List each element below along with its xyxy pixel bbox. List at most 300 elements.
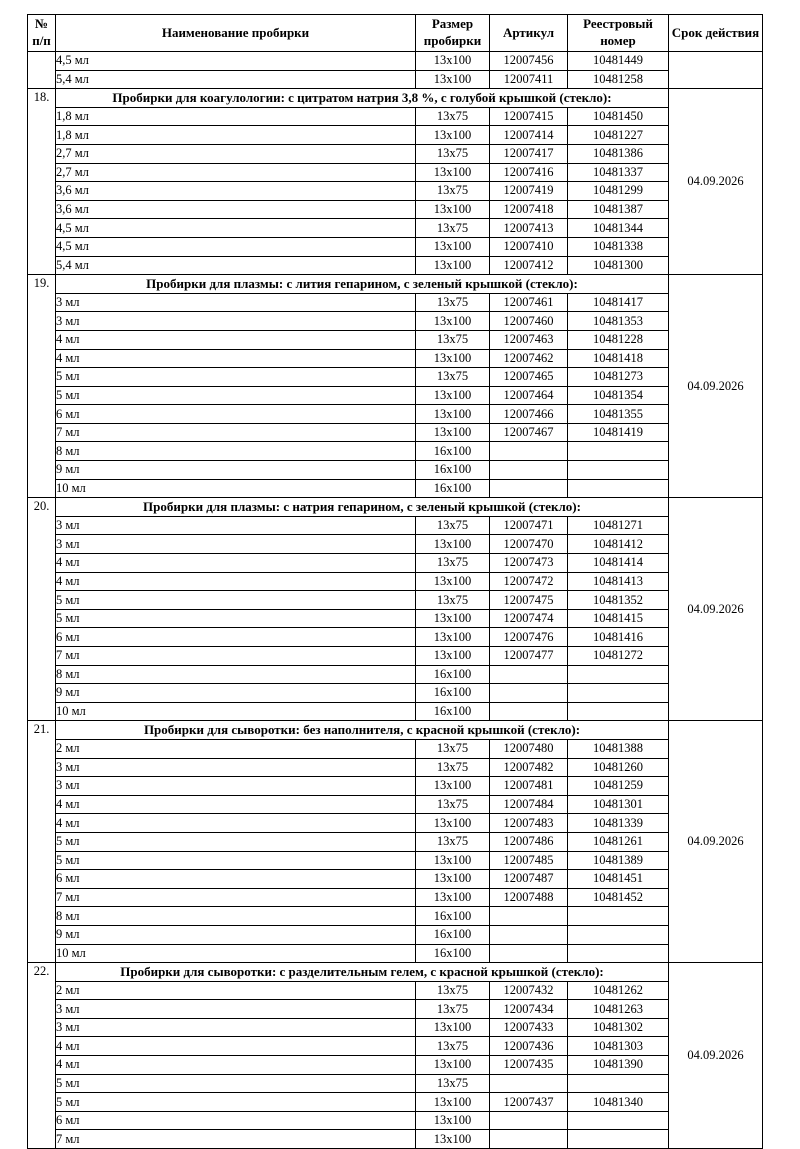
row-size-cell: 13x75 — [416, 795, 490, 814]
row-name-cell: 5 мл — [56, 832, 416, 851]
table-row — [28, 777, 763, 796]
row-registry-cell — [568, 925, 669, 944]
row-name-cell: 3 мл — [56, 293, 416, 312]
row-size-cell: 13x100 — [416, 1018, 490, 1037]
section-validity-cell: 04.09.2026 — [669, 89, 763, 275]
row-registry-cell — [568, 1111, 669, 1130]
row-size-cell: 13x100 — [416, 628, 490, 647]
row-article-cell — [490, 925, 568, 944]
row-size-cell: 13x100 — [416, 163, 490, 182]
table-row — [28, 368, 763, 387]
row-size-cell: 13x100 — [416, 1093, 490, 1112]
row-size-cell: 13x100 — [416, 572, 490, 591]
row-registry-cell: 10481271 — [568, 516, 669, 535]
row-name-cell: 2 мл — [56, 739, 416, 758]
table-row — [28, 832, 763, 851]
row-registry-cell: 10481390 — [568, 1056, 669, 1075]
table-header-row — [28, 15, 763, 52]
row-registry-cell: 10481259 — [568, 777, 669, 796]
table-row — [28, 925, 763, 944]
row-size-cell: 13x100 — [416, 70, 490, 89]
row-article-cell: 12007477 — [490, 647, 568, 666]
row-article-cell: 12007467 — [490, 423, 568, 442]
row-article-cell — [490, 944, 568, 963]
row-registry-cell: 10481353 — [568, 312, 669, 331]
table-row — [28, 554, 763, 573]
row-registry-cell: 10481354 — [568, 386, 669, 405]
row-article-cell: 12007485 — [490, 851, 568, 870]
row-size-cell: 16x100 — [416, 442, 490, 461]
row-registry-cell — [568, 684, 669, 703]
row-registry-cell: 10481355 — [568, 405, 669, 424]
row-name-cell: 6 мл — [56, 870, 416, 889]
row-size-cell: 13x100 — [416, 535, 490, 554]
row-article-cell: 12007462 — [490, 349, 568, 368]
row-article-cell: 12007470 — [490, 535, 568, 554]
row-name-cell: 5 мл — [56, 1074, 416, 1093]
section-validity-cell: 04.09.2026 — [669, 963, 763, 1149]
row-article-cell: 12007463 — [490, 330, 568, 349]
table-row — [28, 237, 763, 256]
row-registry-cell: 10481388 — [568, 739, 669, 758]
row-article-cell: 12007465 — [490, 368, 568, 387]
table-row — [28, 647, 763, 666]
row-article-cell — [490, 907, 568, 926]
row-registry-cell — [568, 461, 669, 480]
table-row — [28, 1037, 763, 1056]
row-size-cell: 13x75 — [416, 832, 490, 851]
table-row — [28, 795, 763, 814]
section-validity-cell: 04.09.2026 — [669, 721, 763, 963]
table-row — [28, 851, 763, 870]
row-registry-cell — [568, 702, 669, 721]
row-registry-cell: 10481452 — [568, 888, 669, 907]
row-name-cell: 5 мл — [56, 609, 416, 628]
col-header-article: Артикул — [490, 15, 568, 52]
row-name-cell: 8 мл — [56, 907, 416, 926]
row-article-cell — [490, 461, 568, 480]
row-size-cell: 13x100 — [416, 888, 490, 907]
section-title-row — [28, 963, 763, 982]
row-article-cell — [490, 442, 568, 461]
row-name-cell: 9 мл — [56, 461, 416, 480]
row-name-cell: 4 мл — [56, 349, 416, 368]
row-article-cell — [490, 684, 568, 703]
row-size-cell: 13x75 — [416, 554, 490, 573]
row-article-cell: 12007412 — [490, 256, 568, 275]
table-row — [28, 312, 763, 331]
table-row — [28, 423, 763, 442]
row-article-cell: 12007433 — [490, 1018, 568, 1037]
row-name-cell: 1,8 мл — [56, 126, 416, 145]
table-row — [28, 144, 763, 163]
section-title-cell: Пробирки для сыворотки: с разделительным гелем, с красной крышкой (стекло): — [56, 963, 669, 982]
row-name-cell: 5 мл — [56, 1093, 416, 1112]
row-article-cell: 12007473 — [490, 554, 568, 573]
table-row — [28, 330, 763, 349]
row-size-cell: 13x100 — [416, 1130, 490, 1149]
table-row — [28, 702, 763, 721]
row-registry-cell: 10481227 — [568, 126, 669, 145]
col-header-num: № п/п — [28, 15, 56, 52]
table-row — [28, 572, 763, 591]
row-article-cell: 12007461 — [490, 293, 568, 312]
table-row — [28, 52, 763, 71]
table-row — [28, 293, 763, 312]
row-registry-cell — [568, 665, 669, 684]
row-size-cell: 13x75 — [416, 182, 490, 201]
row-registry-cell: 10481299 — [568, 182, 669, 201]
section-number-cell: 18. — [28, 89, 56, 275]
row-article-cell: 12007484 — [490, 795, 568, 814]
row-article-cell: 12007437 — [490, 1093, 568, 1112]
row-name-cell: 7 мл — [56, 888, 416, 907]
row-registry-cell: 10481352 — [568, 591, 669, 610]
row-registry-cell: 10481263 — [568, 1000, 669, 1019]
row-size-cell: 13x100 — [416, 814, 490, 833]
row-size-cell: 13x100 — [416, 851, 490, 870]
row-registry-cell: 10481451 — [568, 870, 669, 889]
row-article-cell: 12007482 — [490, 758, 568, 777]
table-row — [28, 349, 763, 368]
table-row — [28, 386, 763, 405]
row-name-cell: 9 мл — [56, 925, 416, 944]
col-header-size: Размер пробирки — [416, 15, 490, 52]
row-article-cell — [490, 1074, 568, 1093]
row-size-cell: 16x100 — [416, 665, 490, 684]
row-size-cell: 13x100 — [416, 349, 490, 368]
row-registry-cell: 10481337 — [568, 163, 669, 182]
row-name-cell: 5,4 мл — [56, 256, 416, 275]
table-row — [28, 163, 763, 182]
table-row — [28, 535, 763, 554]
section-title-row — [28, 498, 763, 517]
row-name-cell: 2 мл — [56, 981, 416, 1000]
row-name-cell: 4 мл — [56, 795, 416, 814]
row-registry-cell: 10481412 — [568, 535, 669, 554]
row-registry-cell: 10481450 — [568, 107, 669, 126]
row-size-cell: 13x100 — [416, 52, 490, 71]
row-registry-cell: 10481258 — [568, 70, 669, 89]
row-size-cell: 13x100 — [416, 405, 490, 424]
row-name-cell: 3,6 мл — [56, 182, 416, 201]
row-article-cell: 12007418 — [490, 200, 568, 219]
row-registry-cell — [568, 907, 669, 926]
table-row — [28, 442, 763, 461]
row-name-cell: 4 мл — [56, 330, 416, 349]
row-name-cell: 4,5 мл — [56, 52, 416, 71]
row-name-cell: 4 мл — [56, 1056, 416, 1075]
row-article-cell: 12007480 — [490, 739, 568, 758]
table-row — [28, 1056, 763, 1075]
table-row — [28, 888, 763, 907]
row-registry-cell — [568, 944, 669, 963]
row-name-cell: 3 мл — [56, 1018, 416, 1037]
row-size-cell: 16x100 — [416, 461, 490, 480]
row-article-cell: 12007416 — [490, 163, 568, 182]
section-validity-cell — [669, 52, 763, 89]
row-size-cell: 13x100 — [416, 870, 490, 889]
row-name-cell: 5,4 мл — [56, 70, 416, 89]
row-name-cell: 2,7 мл — [56, 144, 416, 163]
table-row — [28, 182, 763, 201]
table-row — [28, 516, 763, 535]
row-registry-cell: 10481416 — [568, 628, 669, 647]
row-size-cell: 13x75 — [416, 1074, 490, 1093]
row-size-cell: 16x100 — [416, 907, 490, 926]
table-row — [28, 758, 763, 777]
section-title-cell: Пробирки для плазмы: с натрия гепарином, с зеленый крышкой (стекло): — [56, 498, 669, 517]
row-name-cell: 3 мл — [56, 312, 416, 331]
row-registry-cell: 10481413 — [568, 572, 669, 591]
row-size-cell: 16x100 — [416, 944, 490, 963]
section-validity-cell: 04.09.2026 — [669, 275, 763, 498]
row-article-cell: 12007435 — [490, 1056, 568, 1075]
row-article-cell: 12007417 — [490, 144, 568, 163]
row-name-cell: 7 мл — [56, 1130, 416, 1149]
row-size-cell: 16x100 — [416, 925, 490, 944]
row-registry-cell: 10481261 — [568, 832, 669, 851]
row-name-cell: 9 мл — [56, 684, 416, 703]
table-row — [28, 1074, 763, 1093]
table-row — [28, 814, 763, 833]
row-name-cell: 5 мл — [56, 386, 416, 405]
row-name-cell: 7 мл — [56, 423, 416, 442]
row-article-cell: 12007432 — [490, 981, 568, 1000]
row-name-cell: 6 мл — [56, 405, 416, 424]
table-row — [28, 200, 763, 219]
section-title-row — [28, 721, 763, 740]
row-name-cell: 8 мл — [56, 442, 416, 461]
row-article-cell: 12007436 — [490, 1037, 568, 1056]
table-row — [28, 739, 763, 758]
row-article-cell: 12007456 — [490, 52, 568, 71]
row-registry-cell: 10481419 — [568, 423, 669, 442]
row-size-cell: 16x100 — [416, 479, 490, 498]
row-article-cell: 12007471 — [490, 516, 568, 535]
table-row — [28, 981, 763, 1000]
section-number-cell: 19. — [28, 275, 56, 498]
row-name-cell: 4 мл — [56, 1037, 416, 1056]
row-size-cell: 16x100 — [416, 684, 490, 703]
table-row — [28, 219, 763, 238]
row-registry-cell: 10481301 — [568, 795, 669, 814]
row-size-cell: 13x100 — [416, 1111, 490, 1130]
row-registry-cell: 10481387 — [568, 200, 669, 219]
row-article-cell — [490, 702, 568, 721]
section-title-row — [28, 275, 763, 294]
row-size-cell: 13x75 — [416, 758, 490, 777]
row-size-cell: 16x100 — [416, 702, 490, 721]
table-row — [28, 1111, 763, 1130]
row-name-cell: 10 мл — [56, 944, 416, 963]
row-size-cell: 13x75 — [416, 368, 490, 387]
tube-registry-table — [27, 14, 763, 1149]
row-size-cell: 13x75 — [416, 981, 490, 1000]
row-article-cell: 12007483 — [490, 814, 568, 833]
row-article-cell: 12007476 — [490, 628, 568, 647]
col-header-registry: Реестровый номер — [568, 15, 669, 52]
row-article-cell: 12007481 — [490, 777, 568, 796]
row-size-cell: 13x100 — [416, 386, 490, 405]
row-article-cell: 12007419 — [490, 182, 568, 201]
row-name-cell: 2,7 мл — [56, 163, 416, 182]
row-article-cell: 12007472 — [490, 572, 568, 591]
section-title-cell: Пробирки для плазмы: с лития гепарином, с зеленый крышкой (стекло): — [56, 275, 669, 294]
row-registry-cell: 10481262 — [568, 981, 669, 1000]
row-article-cell: 12007415 — [490, 107, 568, 126]
row-registry-cell — [568, 1074, 669, 1093]
section-number-cell: 21. — [28, 721, 56, 963]
row-registry-cell: 10481228 — [568, 330, 669, 349]
row-size-cell: 13x100 — [416, 126, 490, 145]
row-size-cell: 13x100 — [416, 647, 490, 666]
row-article-cell: 12007434 — [490, 1000, 568, 1019]
row-size-cell: 13x75 — [416, 293, 490, 312]
table-row — [28, 256, 763, 275]
row-name-cell: 4,5 мл — [56, 237, 416, 256]
row-name-cell: 4 мл — [56, 554, 416, 573]
row-registry-cell: 10481272 — [568, 647, 669, 666]
row-article-cell — [490, 665, 568, 684]
table-row — [28, 628, 763, 647]
row-registry-cell: 10481303 — [568, 1037, 669, 1056]
table-row — [28, 609, 763, 628]
row-name-cell: 4 мл — [56, 814, 416, 833]
row-name-cell: 1,8 мл — [56, 107, 416, 126]
table-row — [28, 461, 763, 480]
table-row — [28, 684, 763, 703]
row-size-cell: 13x100 — [416, 1056, 490, 1075]
row-registry-cell: 10481344 — [568, 219, 669, 238]
row-registry-cell: 10481418 — [568, 349, 669, 368]
row-name-cell: 5 мл — [56, 368, 416, 387]
row-size-cell: 13x75 — [416, 1037, 490, 1056]
row-size-cell: 13x75 — [416, 219, 490, 238]
row-registry-cell — [568, 1130, 669, 1149]
row-article-cell — [490, 479, 568, 498]
row-name-cell: 3 мл — [56, 758, 416, 777]
section-number-cell: 20. — [28, 498, 56, 721]
row-name-cell: 4,5 мл — [56, 219, 416, 238]
row-size-cell: 13x75 — [416, 591, 490, 610]
row-article-cell: 12007474 — [490, 609, 568, 628]
row-name-cell: 6 мл — [56, 1111, 416, 1130]
row-registry-cell: 10481389 — [568, 851, 669, 870]
row-name-cell: 3,6 мл — [56, 200, 416, 219]
row-size-cell: 13x75 — [416, 1000, 490, 1019]
row-name-cell: 5 мл — [56, 851, 416, 870]
row-article-cell: 12007414 — [490, 126, 568, 145]
section-number-cell: 22. — [28, 963, 56, 1149]
table-row — [28, 1000, 763, 1019]
table-row — [28, 70, 763, 89]
row-name-cell: 10 мл — [56, 702, 416, 721]
section-title-row — [28, 89, 763, 108]
row-name-cell: 7 мл — [56, 647, 416, 666]
row-registry-cell — [568, 479, 669, 498]
row-size-cell: 13x100 — [416, 256, 490, 275]
table-row — [28, 907, 763, 926]
row-registry-cell: 10481273 — [568, 368, 669, 387]
row-article-cell: 12007475 — [490, 591, 568, 610]
row-registry-cell: 10481260 — [568, 758, 669, 777]
row-size-cell: 13x100 — [416, 423, 490, 442]
row-name-cell: 3 мл — [56, 516, 416, 535]
row-registry-cell — [568, 442, 669, 461]
section-validity-cell: 04.09.2026 — [669, 498, 763, 721]
table-row — [28, 591, 763, 610]
row-registry-cell: 10481338 — [568, 237, 669, 256]
row-article-cell: 12007466 — [490, 405, 568, 424]
table-row — [28, 107, 763, 126]
table-row — [28, 479, 763, 498]
row-article-cell: 12007487 — [490, 870, 568, 889]
table-row — [28, 870, 763, 889]
row-size-cell: 13x100 — [416, 777, 490, 796]
row-name-cell: 3 мл — [56, 1000, 416, 1019]
row-size-cell: 13x75 — [416, 330, 490, 349]
row-name-cell: 8 мл — [56, 665, 416, 684]
row-name-cell: 6 мл — [56, 628, 416, 647]
section-number-cell — [28, 52, 56, 89]
row-size-cell: 13x100 — [416, 200, 490, 219]
row-registry-cell: 10481302 — [568, 1018, 669, 1037]
row-registry-cell: 10481417 — [568, 293, 669, 312]
row-name-cell: 5 мл — [56, 591, 416, 610]
row-article-cell: 12007488 — [490, 888, 568, 907]
row-size-cell: 13x75 — [416, 107, 490, 126]
row-article-cell — [490, 1130, 568, 1149]
row-size-cell: 13x100 — [416, 237, 490, 256]
section-title-cell: Пробирки для сыворотки: без наполнителя, с красной крышкой (стекло): — [56, 721, 669, 740]
row-size-cell: 13x75 — [416, 739, 490, 758]
row-article-cell: 12007411 — [490, 70, 568, 89]
col-header-validity: Срок действия — [669, 15, 763, 52]
row-article-cell: 12007413 — [490, 219, 568, 238]
table-row — [28, 1130, 763, 1149]
row-size-cell: 13x100 — [416, 609, 490, 628]
row-registry-cell: 10481415 — [568, 609, 669, 628]
row-article-cell: 12007410 — [490, 237, 568, 256]
row-article-cell: 12007486 — [490, 832, 568, 851]
row-article-cell: 12007464 — [490, 386, 568, 405]
section-title-cell: Пробирки для коагулологии: с цитратом натрия 3,8 %, с голубой крышкой (стекло): — [56, 89, 669, 108]
row-article-cell — [490, 1111, 568, 1130]
row-name-cell: 4 мл — [56, 572, 416, 591]
row-size-cell: 13x75 — [416, 516, 490, 535]
row-size-cell: 13x100 — [416, 312, 490, 331]
table-row — [28, 1018, 763, 1037]
row-registry-cell: 10481339 — [568, 814, 669, 833]
row-registry-cell: 10481449 — [568, 52, 669, 71]
row-registry-cell: 10481340 — [568, 1093, 669, 1112]
row-size-cell: 13x75 — [416, 144, 490, 163]
row-name-cell: 10 мл — [56, 479, 416, 498]
table-row — [28, 126, 763, 145]
row-article-cell: 12007460 — [490, 312, 568, 331]
table-row — [28, 1093, 763, 1112]
table-row — [28, 944, 763, 963]
table-row — [28, 405, 763, 424]
row-name-cell: 3 мл — [56, 535, 416, 554]
table-row — [28, 665, 763, 684]
row-registry-cell: 10481414 — [568, 554, 669, 573]
row-registry-cell: 10481300 — [568, 256, 669, 275]
row-name-cell: 3 мл — [56, 777, 416, 796]
col-header-name: Наименование пробирки — [56, 15, 416, 52]
row-registry-cell: 10481386 — [568, 144, 669, 163]
